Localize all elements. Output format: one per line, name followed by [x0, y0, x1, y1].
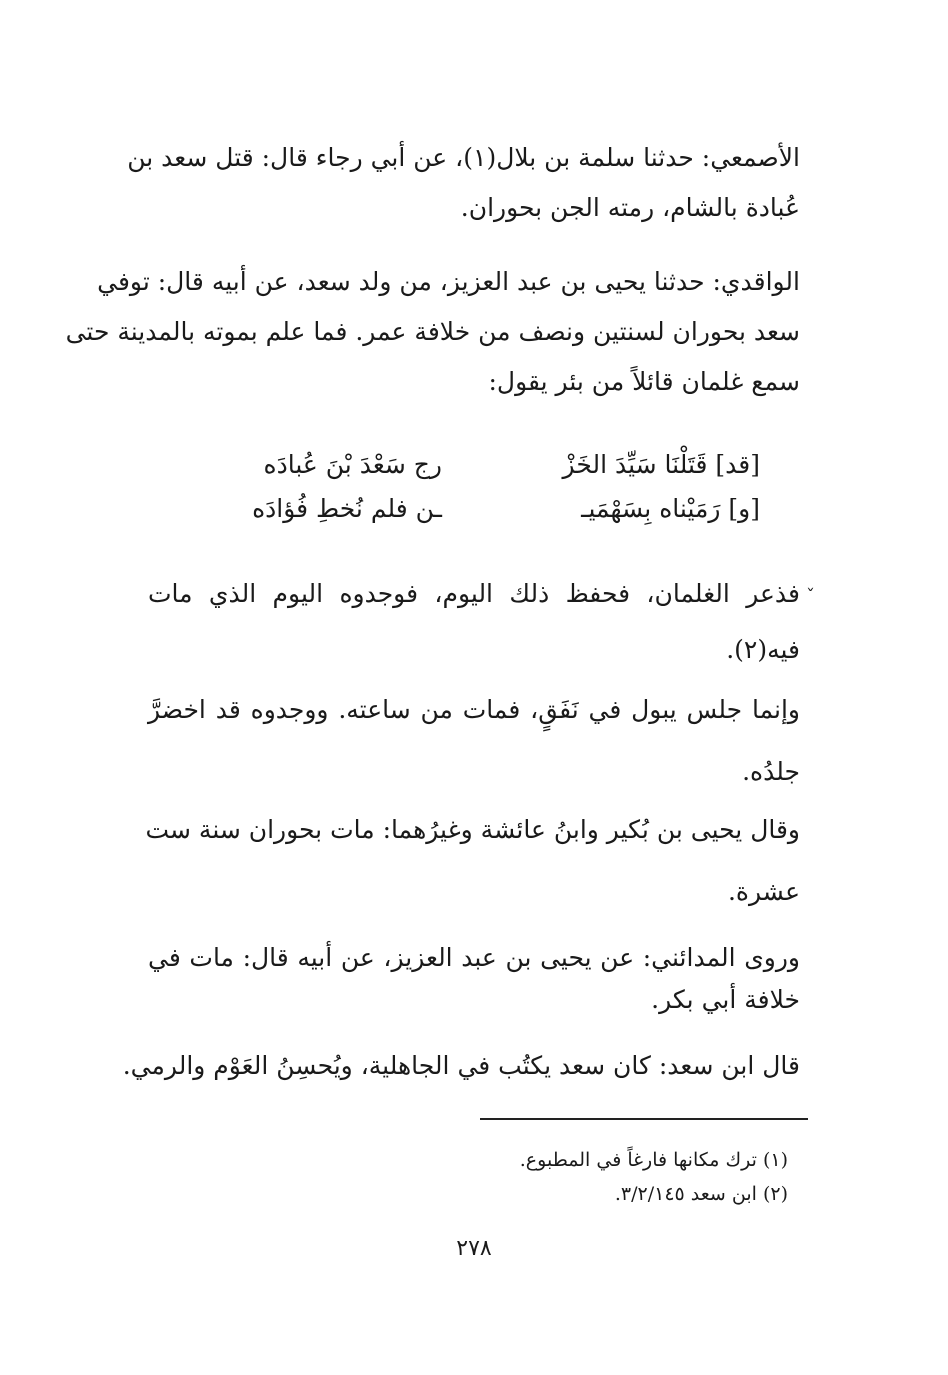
paragraph-2-line-2: سعد بحوران لسنتين ونصف من خلافة عمر. فما علم بموته بالمدينة حتى — [65, 317, 800, 346]
paragraph-5-line-1: وقال يحيى بن بُكير وابنُ عائشة وغيرُهما: مات بحوران سنة ست — [145, 815, 800, 844]
paragraph-3-line-2: فيه(٢). — [726, 635, 800, 664]
footnote-1: (١) ترك مكانها فارغاً في المطبوع. — [519, 1149, 788, 1171]
verse-1-first-hemistich: [قد] قَتَلْنَا سَيِّدَ الخَزْ — [562, 450, 760, 479]
footnote-divider — [480, 1118, 808, 1120]
verse-2-first-hemistich: [و] رَمَيْناه بِسَهْمَيـ — [581, 494, 760, 523]
footnote-2: (٢) ابن سعد ٣/٢/١٤٥. — [614, 1183, 788, 1205]
verse-1-second-hemistich: رج سَعْدَ بْنَ عُبادَه — [263, 450, 442, 479]
paragraph-1-line-2: عُبادة بالشام، رمته الجن بحوران. — [460, 193, 800, 222]
paragraph-5-line-2: عشرة. — [727, 877, 800, 906]
verse-line-2 — [180, 494, 760, 534]
page-number: ٢٧٨ — [456, 1236, 492, 1261]
paragraph-3-line-1: فذعر الغلمان، فحفظ ذلك اليوم، فوجدوه اليوم الذي مات — [148, 579, 800, 608]
paragraph-7-line-1: قال ابن سعد: كان سعد يكتُب في الجاهلية، ويُحسِنُ العَوْم والرمي. — [122, 1051, 800, 1080]
verse-2-second-hemistich: ـن فلم نُخطِ فُؤادَه — [252, 494, 442, 523]
paragraph-4-line-2: جلدُه. — [742, 757, 800, 786]
verse-line-1 — [180, 450, 760, 490]
paragraph-2-line-3: سمع غلمان قائلاً من بئر يقول: — [488, 367, 800, 396]
paragraph-6-line-1: وروى المدائني: عن يحيى بن عبد العزيز، عن أبيه قال: مات في — [148, 943, 800, 972]
paragraph-4-line-1: وإنما جلس يبول في نَفَقٍ، فمات من ساعته. ووجدوه قد اخضرَّ — [148, 695, 801, 724]
paragraph-6-line-2: خلافة أبي بكر. — [651, 985, 800, 1014]
paragraph-1-line-1: الأصمعي: حدثنا سلمة بن بلال(١)، عن أبي رجاء قال: قتل سعد بن — [127, 143, 800, 172]
paragraph-2-line-1: الواقدي: حدثنا يحيى بن عبد العزيز، من ولد سعد، عن أبيه قال: توفي — [97, 267, 800, 296]
margin-mark: ˇ — [806, 586, 815, 607]
